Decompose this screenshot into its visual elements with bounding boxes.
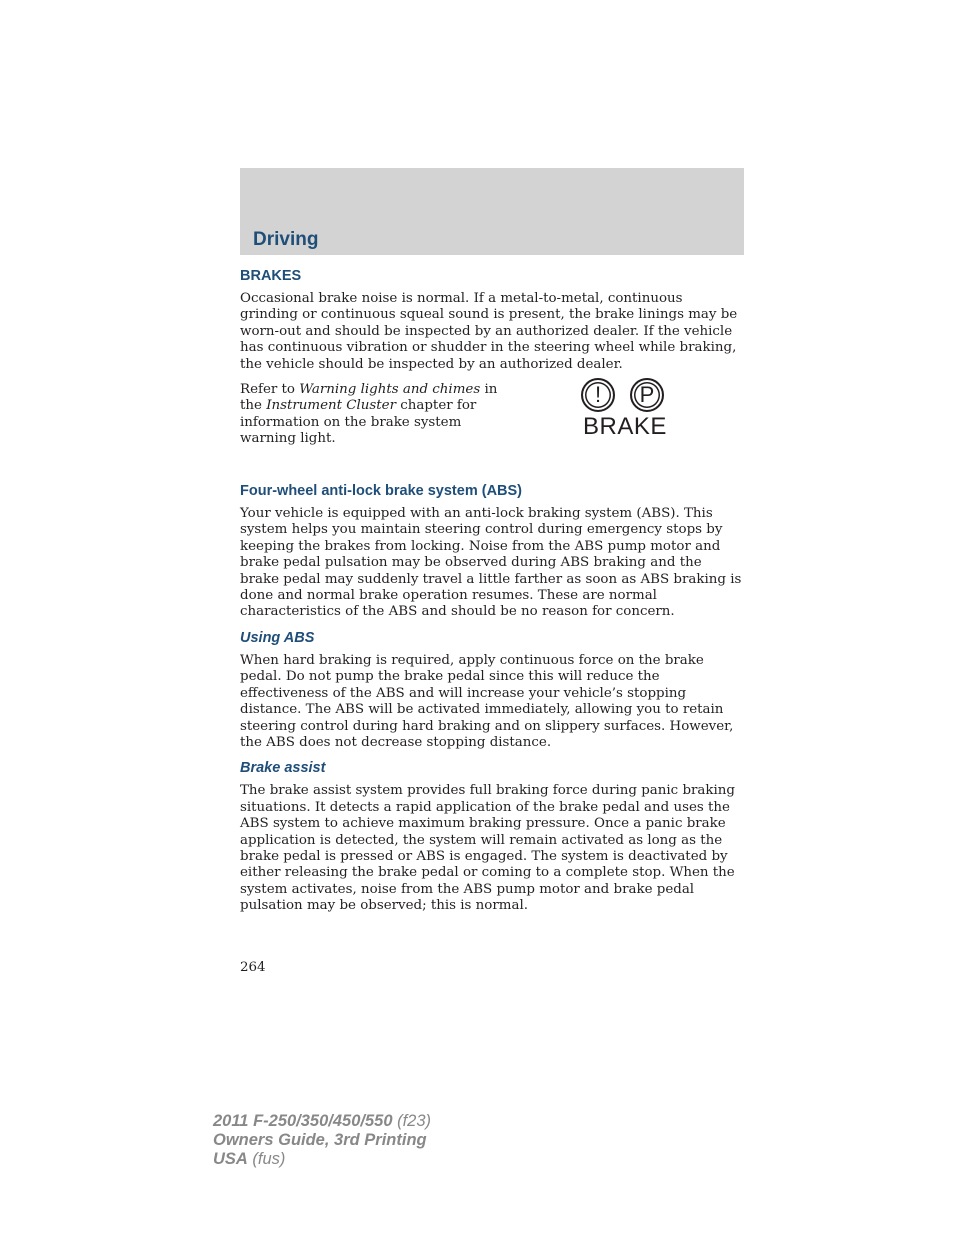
footer-line-3 <box>213 1150 431 1169</box>
using-abs-paragraph: When hard braking is required, apply continuous force on the brake pedal. Do not pump the brake pedal since this will reduce the effectiveness of the ABS and will increase your vehicle’s stopping distance. The ABS will be activated immediately, allowing you to retain steering control during hard braking and on slippery surfaces. However, the ABS does not decrease stopping distance. <box>240 652 734 750</box>
page-content <box>240 268 744 924</box>
exclamation-circle-icon: ! <box>581 378 615 412</box>
footer-model-code: (f23) <box>392 1112 432 1130</box>
refer-link-warning-lights: Warning lights and chimes <box>299 382 481 398</box>
refer-text-1: Refer to <box>240 382 300 398</box>
brake-assist-heading: Brake assist <box>240 760 326 777</box>
footer-line-1 <box>213 1112 431 1131</box>
footer-market: USA <box>213 1150 248 1168</box>
document-footer <box>213 1112 431 1169</box>
footer-market-code: (fus) <box>247 1150 286 1168</box>
refer-link-instrument-cluster: Instrument Cluster <box>266 398 396 414</box>
refer-text-2: in the <box>240 382 498 414</box>
brakes-heading: BRAKES <box>240 268 302 284</box>
footer-model: 2011 F-250/350/450/550 <box>213 1112 393 1130</box>
brake-warning-text <box>240 382 502 448</box>
footer-line-2: Owners Guide, 3rd Printing <box>213 1131 427 1149</box>
page-number: 264 <box>240 960 266 975</box>
abs-paragraph: Your vehicle is equipped with an anti-lock braking system (ABS). This system helps you maintain steering control during emergency stops by keeping the brakes from locking. Noise from the ABS pump motor and brake pedal pulsation may be observed during ABS braking and the brake pedal may suddenly travel a little farther as soon as ABS braking is done and normal brake operation resumes. These are normal characteristics of the ABS and should be no reason for concern. <box>240 506 742 620</box>
abs-heading: Four-wheel anti-lock brake system (ABS) <box>240 483 523 500</box>
brake-warning-reference <box>240 382 744 454</box>
brake-icon-label: BRAKE <box>583 413 667 441</box>
using-abs-heading: Using ABS <box>240 629 315 646</box>
brakes-paragraph: Occasional brake noise is normal. If a metal-to-metal, continuous grinding or continuous squeal sound is present, the brake linings may be worn-out and should be inspected by an authorized dealer. If the vehicle has continuous vibration or shudder in the steering wheel while braking, the vehicle should be inspected by an authorized dealer. <box>240 291 738 372</box>
brake-assist-paragraph: The brake assist system provides full braking force during panic braking situations. It detects a rapid application of the brake pedal and uses the ABS system to achieve maximum braking pressure. Once a panic brake application is detected, the system will remain activated as long as the brake pedal is pressed or ABS is engaged. The system is deactivated by either releasing the brake pedal or coming to a complete stop. When the system activates, noise from the ABS pump motor and brake pedal pulsation may be observed; this is normal. <box>240 783 735 914</box>
section-title: Driving <box>253 229 319 250</box>
section-header-band <box>240 168 744 255</box>
parking-circle-icon: P <box>630 378 664 412</box>
refer-text-3: chapter for information on the brake system warning light. <box>240 398 477 447</box>
brake-warning-icon <box>578 378 674 446</box>
